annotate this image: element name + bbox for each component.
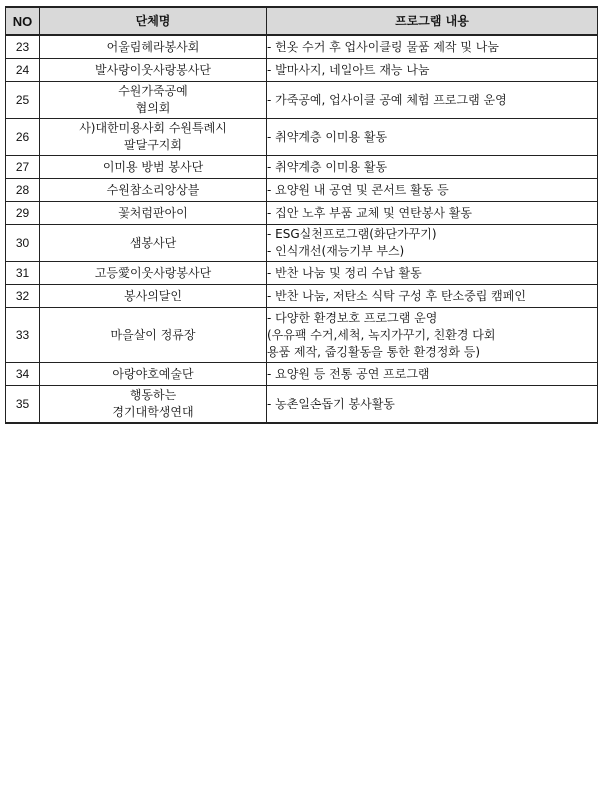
organization-name-line: 고등愛이웃사랑봉사단 (94, 265, 212, 280)
organization-name-line: 꽃처럼판아이 (118, 205, 188, 220)
row-number: 27 (6, 156, 40, 179)
table-row (6, 225, 598, 262)
organization-name (40, 35, 267, 59)
organization-name (40, 262, 267, 285)
organization-name-line: 어울림헤라봉사회 (106, 39, 200, 54)
table-row (6, 202, 598, 225)
table-row (6, 308, 598, 363)
table-row (6, 262, 598, 285)
table-row (6, 179, 598, 202)
organization-name (40, 386, 267, 424)
organization-name-line: 행동하는 (129, 388, 177, 402)
organization-name (40, 363, 267, 386)
program-content (267, 59, 598, 82)
program-content (267, 179, 598, 202)
organization-name (40, 285, 267, 308)
program-content (267, 386, 598, 424)
organization-name-line: 아랑야호예술단 (112, 366, 194, 381)
row-number: 35 (6, 386, 40, 424)
program-line: 용품 제작, 줍깅활동을 통한 환경정화 등) (267, 344, 481, 359)
table-row (6, 82, 598, 119)
row-number: 25 (6, 82, 40, 119)
program-content (267, 82, 598, 119)
program-line: - ESG실천프로그램(화단가꾸기) (267, 227, 437, 241)
program-content (267, 262, 598, 285)
row-number: 23 (6, 35, 40, 59)
table-row (6, 386, 598, 424)
program-line: - 발마사지, 네일아트 재능 나눔 (267, 62, 430, 77)
row-number: 34 (6, 363, 40, 386)
organization-name (40, 156, 267, 179)
program-line: - 취약계층 이미용 활동 (267, 159, 388, 174)
organization-name-line: 발사랑이웃사랑봉사단 (95, 62, 211, 77)
organization-name-line: 사)대한미용사회 수원특례시 (79, 121, 227, 135)
table-row (6, 156, 598, 179)
table-row (6, 35, 598, 59)
organization-name-line: 샘봉사단 (129, 235, 177, 250)
organization-table (5, 6, 598, 424)
header-row (6, 7, 598, 35)
program-line: - 헌옷 수거 후 업사이클링 물품 제작 및 나눔 (267, 39, 499, 54)
organization-name (40, 202, 267, 225)
program-content (267, 225, 598, 262)
program-line: - 농촌일손돕기 봉사활동 (267, 396, 395, 411)
row-number: 30 (6, 225, 40, 262)
program-content (267, 308, 598, 363)
organization-name (40, 308, 267, 363)
program-line: (우유팩 수거,세척, 녹지가꾸기, 친환경 다회 (267, 327, 496, 342)
organization-name (40, 82, 267, 119)
row-number: 33 (6, 308, 40, 363)
row-number: 24 (6, 59, 40, 82)
table-row (6, 285, 598, 308)
table-row (6, 363, 598, 386)
organization-name-line: 봉사의달인 (124, 288, 182, 303)
organization-name (40, 225, 267, 262)
row-number: 26 (6, 119, 40, 156)
program-line: - 반찬 나눔, 저탄소 식탁 구성 후 탄소중립 캠페인 (267, 288, 526, 303)
program-content (267, 202, 598, 225)
program-line: - 인식개선(재능기부 부스) (267, 244, 405, 258)
organization-name (40, 59, 267, 82)
table-body (6, 35, 598, 423)
program-content (267, 119, 598, 156)
program-line: - 집안 노후 부품 교체 및 연탄봉사 활동 (267, 205, 472, 220)
program-line: - 가죽공예, 업사이클 공예 체험 프로그램 운영 (267, 92, 507, 107)
program-line: - 반찬 나눔 및 정리 수납 활동 (267, 265, 422, 280)
program-line: - 요양원 등 전통 공연 프로그램 (267, 366, 430, 381)
program-line: - 요양원 내 공연 및 콘서트 활동 등 (267, 182, 449, 197)
row-number: 29 (6, 202, 40, 225)
program-content (267, 156, 598, 179)
row-number: 32 (6, 285, 40, 308)
organization-name-line: 경기대학생연대 (112, 405, 194, 419)
organization-name-line: 팔달구지회 (124, 138, 182, 152)
header-no: NO (6, 7, 40, 35)
organization-name-line: 수원가죽공예 (118, 84, 188, 98)
program-content (267, 363, 598, 386)
table-row (6, 119, 598, 156)
row-number: 31 (6, 262, 40, 285)
organization-name-line: 이미용 방범 봉사단 (102, 159, 204, 174)
organization-name-line: 협의회 (135, 101, 171, 115)
table-row (6, 59, 598, 82)
program-line: - 다양한 환경보호 프로그램 운영 (267, 310, 438, 325)
organization-name (40, 119, 267, 156)
header-name: 단체명 (40, 7, 267, 35)
organization-name-line: 수원참소리앙상블 (106, 182, 200, 197)
program-content (267, 35, 598, 59)
program-line: - 취약계층 이미용 활동 (267, 129, 388, 144)
program-content (267, 285, 598, 308)
header-program: 프로그램 내용 (267, 7, 598, 35)
organization-name-line: 마을살이 정류장 (110, 327, 196, 342)
organization-name (40, 179, 267, 202)
row-number: 28 (6, 179, 40, 202)
